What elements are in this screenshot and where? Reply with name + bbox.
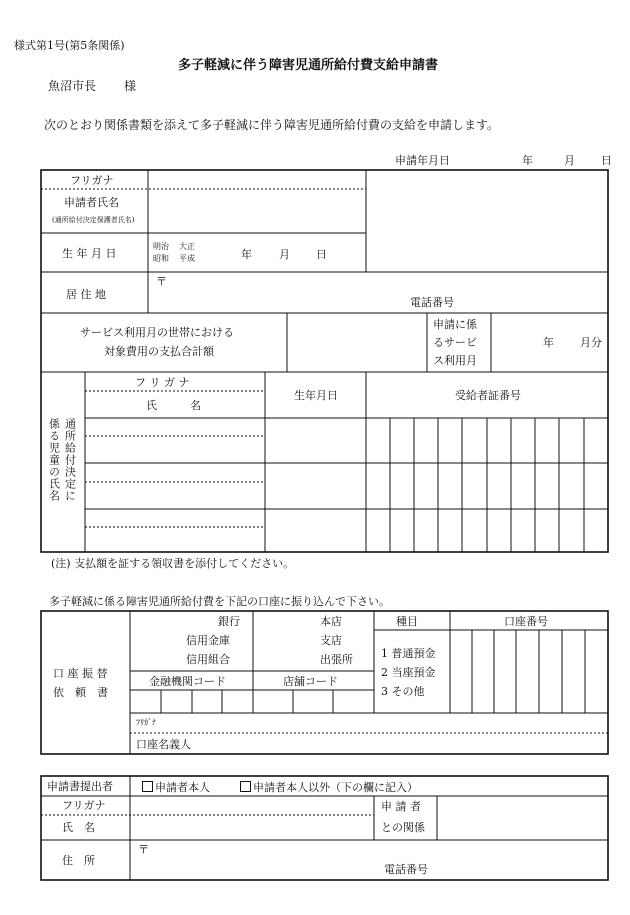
service-total-label-1: サービス利用月の世帯における bbox=[80, 326, 234, 339]
submitter-address-label: 住 所 bbox=[62, 854, 95, 867]
bank-type-bank: 銀行 bbox=[218, 615, 240, 628]
service-total-label-2: 対象費用の支払合計額 bbox=[104, 345, 214, 358]
page-title: 多子軽減に伴う障害児通所給付費支給申請書 bbox=[178, 58, 439, 73]
service-month-label-2: るサービ bbox=[433, 336, 477, 349]
checkbox-self[interactable] bbox=[142, 781, 153, 792]
form-number: 様式第1号(第5条関係) bbox=[14, 39, 125, 52]
birth-unit-month: 月 bbox=[279, 248, 290, 261]
service-unit-year: 年 bbox=[543, 336, 554, 349]
child-name-field-3[interactable] bbox=[86, 510, 264, 551]
intro-text: 次のとおり関係書類を添えて多子軽減に伴う障害児通所給付費の支給を申請します。 bbox=[44, 118, 500, 132]
submitter-name-label: 氏 名 bbox=[62, 821, 95, 834]
applicant-name-label: 申請者氏名 bbox=[64, 196, 119, 209]
bank-side-label-1: 口 座 振 替 bbox=[53, 667, 108, 680]
children-furigana-label: フ リ ガ ナ bbox=[135, 376, 190, 389]
kind-label: 種目 bbox=[396, 615, 418, 628]
checkbox-other[interactable] bbox=[240, 781, 251, 792]
submitter-option-self[interactable] bbox=[142, 781, 210, 793]
children-cert-label: 受給者証番号 bbox=[455, 389, 521, 402]
holder-furigana-field[interactable] bbox=[254, 714, 607, 732]
bank-side-label-2: 依 頼 書 bbox=[53, 686, 108, 699]
date-unit-month: 月 bbox=[564, 154, 575, 167]
address-field[interactable] bbox=[149, 273, 607, 312]
children-birth-label: 生年月日 bbox=[294, 389, 338, 402]
bank-type-shinkin: 信用金庫 bbox=[186, 634, 230, 647]
phone-label: 電話番号 bbox=[410, 296, 454, 309]
submitter-furigana-label: フリガナ bbox=[62, 799, 106, 812]
postal-mark: 〒 bbox=[156, 275, 167, 288]
bank-code-label: 金融機関コード bbox=[149, 675, 226, 688]
submitter-furigana-field[interactable] bbox=[131, 797, 373, 814]
submitter-option-self-text: 申請者本人 bbox=[155, 781, 210, 794]
era-meiji: 明治 bbox=[153, 242, 169, 251]
date-label: 申請年月日 bbox=[395, 154, 450, 167]
relation-field[interactable] bbox=[438, 797, 607, 839]
child-name-field-2[interactable] bbox=[86, 464, 264, 508]
submitter-label: 申請書提出者 bbox=[47, 780, 113, 793]
submitter-option-other[interactable] bbox=[240, 781, 418, 793]
branch-type-branch: 支店 bbox=[320, 634, 342, 647]
note-text: (注) 支払額を証する領収書を添付してください。 bbox=[51, 557, 295, 570]
era-heisei: 平成 bbox=[179, 254, 195, 263]
bank-instruction: 多子軽減に係る障害児通所給付費を下記の口座に振り込んで下さい。 bbox=[49, 595, 390, 608]
era-taisho: 大正 bbox=[179, 242, 195, 251]
date-unit-year: 年 bbox=[522, 154, 533, 167]
bank-type-kumiai: 信用組合 bbox=[186, 653, 230, 666]
kind-futsu: 1 普通預金 bbox=[381, 647, 436, 660]
relation-label-1: 申 請 者 bbox=[381, 800, 421, 813]
kind-toza: 2 当座預金 bbox=[381, 666, 436, 679]
birth-date-label: 生 年 月 日 bbox=[62, 247, 117, 260]
date-unit-day: 日 bbox=[601, 154, 612, 167]
addressee-honorific: 様 bbox=[124, 79, 137, 93]
holder-name-field[interactable] bbox=[254, 734, 607, 753]
service-total-field[interactable] bbox=[288, 314, 426, 371]
birth-unit-year: 年 bbox=[241, 248, 252, 261]
addressee: 魚沼市長 bbox=[48, 79, 97, 93]
submitter-option-other-text: 申請者本人以外（下の欄に記入） bbox=[253, 781, 418, 794]
service-unit-month: 月分 bbox=[580, 336, 602, 349]
applicant-furigana-field[interactable] bbox=[149, 171, 365, 188]
children-side-label-2: 通所給付決定に bbox=[63, 418, 77, 502]
applicant-furigana-label: フリガナ bbox=[70, 174, 114, 187]
era-showa: 昭和 bbox=[153, 254, 169, 263]
branch-code-label: 店舗コード bbox=[283, 675, 338, 688]
submitter-postal-mark: 〒 bbox=[138, 843, 149, 856]
address-label: 居 住 地 bbox=[66, 288, 106, 301]
branch-type-main: 本店 bbox=[320, 615, 342, 628]
holder-name-label: 口座名義人 bbox=[136, 738, 191, 751]
applicant-name-field[interactable] bbox=[149, 190, 365, 232]
submitter-phone-label: 電話番号 bbox=[384, 863, 428, 876]
service-month-label-3: ス利用月 bbox=[433, 354, 477, 367]
kind-other: 3 その他 bbox=[381, 685, 425, 698]
submitter-name-field[interactable] bbox=[131, 816, 373, 839]
children-side-label-1: 係る児童の氏名 bbox=[47, 418, 61, 502]
branch-type-office: 出張所 bbox=[320, 653, 353, 666]
children-name-label: 氏 名 bbox=[146, 399, 201, 412]
relation-label-2: との関係 bbox=[381, 821, 425, 834]
submitter-address-field[interactable] bbox=[131, 841, 607, 879]
holder-furigana-label: ﾌﾘｶﾞﾅ bbox=[136, 718, 156, 727]
applicant-name-sub-label: (通所給付決定保護者氏名) bbox=[52, 216, 135, 224]
service-month-label-1: 申請に係 bbox=[433, 318, 477, 331]
birth-unit-day: 日 bbox=[316, 248, 327, 261]
account-number-label: 口座番号 bbox=[504, 615, 548, 628]
child-name-field-1[interactable] bbox=[86, 419, 264, 462]
